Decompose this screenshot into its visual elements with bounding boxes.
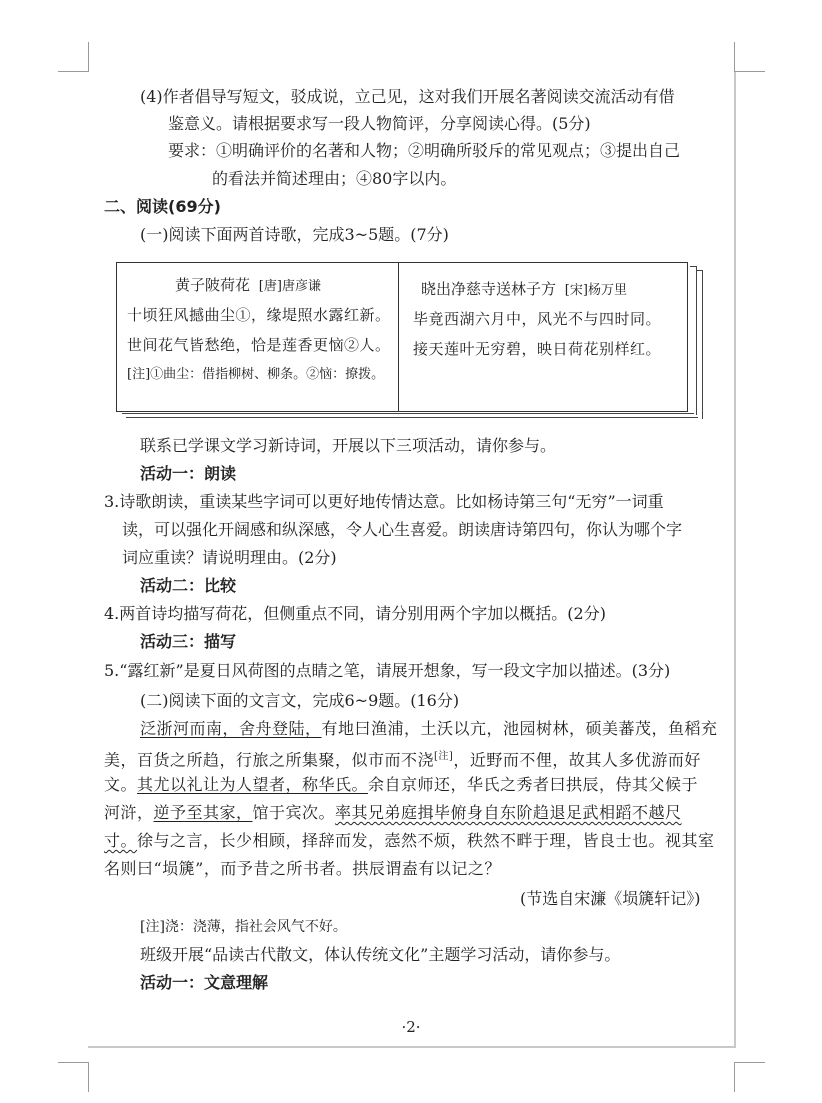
poem2-author: [宋]杨万里 — [564, 283, 627, 298]
crop-mark — [734, 1062, 735, 1092]
text-segment: 有地曰渔浦，土沃以亢，池园树林，硕美蕃茂，鱼稻充 — [321, 719, 718, 738]
q4-line4: 的看法并简述理由；④80字以内。 — [212, 169, 457, 188]
text-segment: 徐与之言，长少相顾，择辞而发，悫然不烦，秩然不畔于理，皆良士也。视其室 — [137, 831, 715, 850]
q3-line3: 词应重读？请说明理由。(2分) — [122, 548, 337, 567]
q4-line2: 鉴意义。请根据要求写一段人物简评，分享阅读心得。(5分) — [168, 114, 591, 133]
text-line2 — [104, 746, 701, 771]
crop-mark — [735, 1062, 765, 1063]
q3-line1: 3.诗歌朗读，重读某些字词可以更好地传情达意。比如杨诗第三句“无穷”一词重 — [104, 492, 664, 511]
underlined-phrase: 泛浙河而南，舍舟登陆， — [140, 719, 322, 738]
section-heading: 二、阅读(69分) — [104, 197, 221, 216]
class-intro: 班级开展“品读古代散文，体认传统文化”主题学习活动，请你参与。 — [140, 945, 621, 964]
poem2-line1: 毕竟西湖六月中，风光不与四时同。 — [413, 310, 662, 328]
text-segment: 余自京师还，华氏之秀者曰拱辰，侍其父候于 — [368, 775, 699, 794]
q4-line3: 要求：①明确评价的名著和人物；②明确所驳斥的常见观点；③提出自己 — [168, 141, 681, 160]
part2-activity1-heading: 活动一：文意理解 — [140, 973, 269, 992]
poem2-title-row — [421, 279, 627, 301]
activity1-heading: 活动一：朗读 — [140, 464, 237, 483]
poem1-title-row — [175, 275, 321, 297]
book-page-edge — [122, 412, 398, 414]
poem1-note: [注]①曲尘：借指柳树、柳条。②恼：撩拨。 — [127, 367, 385, 382]
text-segment: ，近野而不俚，故其人多优游而好 — [453, 750, 701, 770]
crop-mark — [88, 42, 89, 72]
crop-mark — [58, 71, 88, 72]
book-right-edge — [696, 270, 703, 419]
part1-intro: (一)阅读下面两首诗歌，完成3~5题。(7分) — [140, 225, 449, 244]
part2-intro: (二)阅读下面的文言文，完成6~9题。(16分) — [140, 691, 460, 710]
underlined-phrase: 逆予至其家， — [153, 803, 253, 822]
wavy-underlined-phrase: 率其兄弟庭揖毕俯身自东阶趋退足武相蹈不越尺 — [335, 803, 682, 822]
text-line6: 名则曰“埙篪”，而予昔之所书者。拱辰谓盍有以记之？ — [104, 859, 501, 878]
poem1-title: 黄子陂荷花 — [175, 276, 251, 294]
text-note: [注]浇：浇薄，指社会风气不好。 — [140, 919, 347, 935]
text-segment: 河浒， — [104, 803, 154, 822]
text-segment: 馆于宾次。 — [252, 803, 336, 822]
poem1-author: [唐]唐彦谦 — [258, 279, 321, 294]
q4-line1: (4)作者倡导写短文，驳成说，立己见，这对我们开展名著阅读交流活动有借 — [140, 87, 675, 106]
poem2-line2: 接天莲叶无穷碧，映日荷花别样红。 — [413, 340, 662, 358]
crop-mark — [88, 1062, 89, 1092]
poem-left-page — [116, 262, 399, 412]
text-line4 — [104, 802, 682, 824]
q3-line2: 读，可以强化开阔感和纵深感，令人心生喜爱。朗读唐诗第四句，你认为哪个字 — [122, 520, 683, 539]
text-segment: 美，百货之所趋，行旅之所集聚，似市而不浇 — [104, 750, 435, 770]
q4-compare: 4.两首诗均描写荷花，但侧重点不同，请分别用两个字加以概括。(2分) — [104, 604, 606, 623]
crop-mark — [735, 71, 765, 72]
book-page-edge — [126, 416, 398, 418]
poem2-title: 晓出净慈寺送林子方 — [421, 280, 557, 298]
text-line5 — [104, 830, 715, 852]
activity3-heading: 活动三：描写 — [140, 632, 237, 651]
page-number: ·2· — [401, 1018, 421, 1036]
crop-mark — [734, 42, 735, 72]
poem-right-page — [398, 262, 688, 412]
activity2-heading: 活动二：比较 — [140, 576, 237, 595]
poem1-line2: 世间花气皆愁绝，恰是莲香更恼②人。 — [127, 336, 391, 354]
underlined-phrase: 其尤以礼让为人望者，称华氏。 — [137, 775, 369, 794]
wavy-underlined-phrase: 寸。 — [104, 831, 138, 850]
text-line3 — [104, 774, 698, 796]
book-page-edge — [398, 412, 694, 414]
text-line1 — [140, 718, 718, 740]
poem1-line1: 十顷狂风撼曲尘①，缘堤照水露红新。 — [127, 306, 391, 324]
footnote-marker: [注] — [434, 751, 454, 762]
source-citation: (节选自宋濂《埙篪轩记》) — [520, 889, 701, 908]
crop-mark — [58, 1062, 88, 1063]
text-segment: 文。 — [104, 775, 138, 794]
q5-describe: 5.“露红新”是夏日风荷图的点睛之笔，请展开想象，写一段文字加以描述。(3分) — [104, 661, 671, 680]
poem-book — [116, 262, 706, 420]
activities-intro: 联系已学课文学习新诗词，开展以下三项活动，请你参与。 — [140, 436, 557, 455]
book-page-edge — [398, 416, 698, 418]
